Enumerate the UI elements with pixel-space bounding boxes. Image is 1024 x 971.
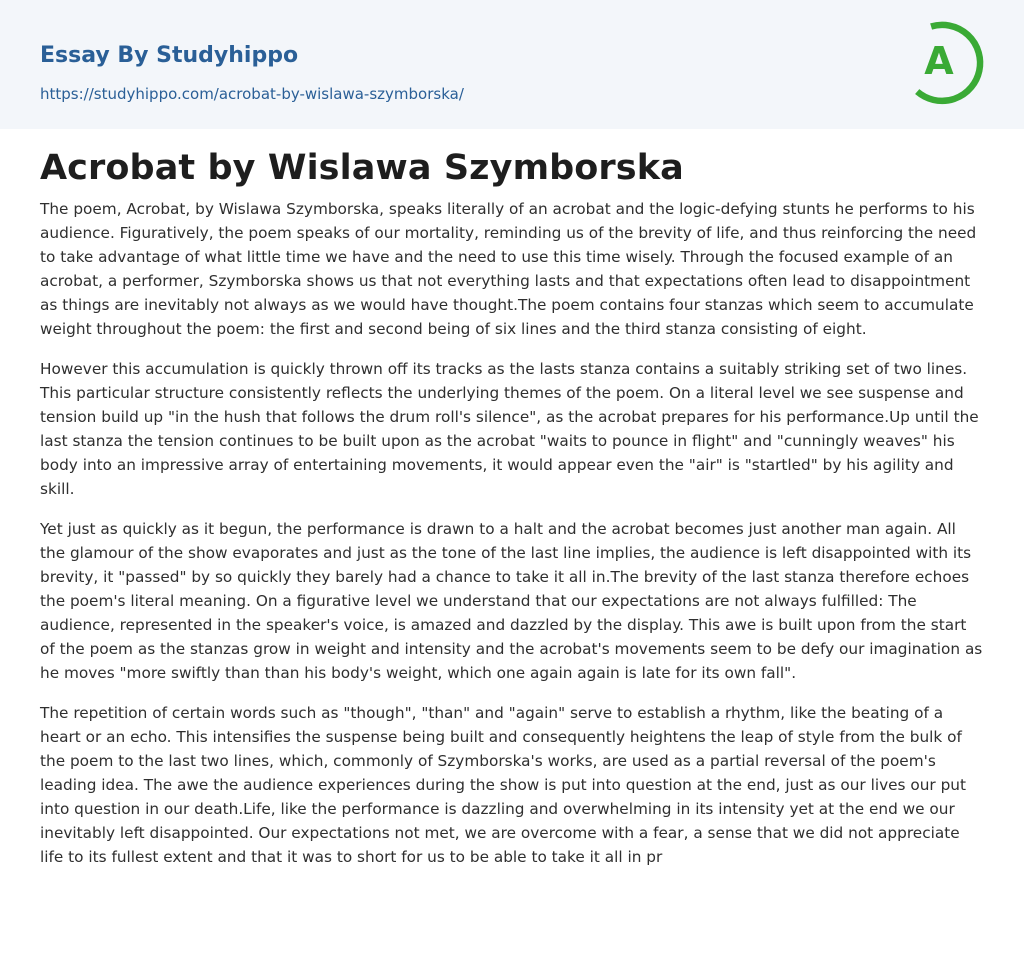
article — [0, 129, 1024, 869]
logo-letter: A — [924, 39, 954, 83]
studyhippo-logo-icon[interactable] — [908, 18, 988, 106]
brand-title[interactable]: Essay By Studyhippo — [40, 43, 299, 68]
article-body — [40, 197, 984, 869]
paragraph: Yet just as quickly as it begun, the performance is drawn to a halt and the acrobat becomes just another man again. All the glamour of the show evaporates and just as the tone of the last line implies, the audience is left disappointed with its brevity, it "passed" by so quickly they barely had a chance to take it all in.The brevity of the last stanza therefore echoes the poem's literal meaning. On a figurative level we understand that our expectations are not always fulfilled: The audience, represented in the speaker's voice, is amazed and dazzled by the display. This awe is built upon from the start of the poem as the stanzas grow in weight and intensity and the acrobat's movements seem to be defy our imagination as he moves "more swiftly than than his body's weight, which one again again is late for its own fall". — [40, 520, 983, 682]
essay-url-link[interactable]: https://studyhippo.com/acrobat-by-wislawa-szymborska/ — [40, 85, 464, 103]
page-title: Acrobat by Wislawa Szymborska — [40, 148, 684, 188]
paragraph: The repetition of certain words such as "though", "than" and "again" serve to establish a rhythm, like the beating of a heart or an echo. This intensifies the suspense being built and consequently heightens the leap of style from the bulk of the poem to the last two lines, which, commonly of Szymborska's works, are used as a partial reversal of the poem's leading idea. The awe the audience experiences during the show is put into question at the end, just as our lives our put into question in our death.Life, like the performance is dazzling and overwhelming in its intensity yet at the end we our inevitably left disappointed. Our expectations not met, we are overcome with a fear, a sense that we did not appreciate life to its fullest extent and that it was to short for us to be able to take it all in pr — [40, 704, 966, 866]
paragraph: However this accumulation is quickly thrown off its tracks as the lasts stanza contains a suitably striking set of two lines. This particular structure consistently reflects the underlying themes of the poem. On a literal level we see suspense and tension build up "in the hush that follows the drum roll's silence", as the acrobat prepares for his performance.Up until the last stanza the tension continues to be built upon as the acrobat "waits to pounce in flight" and "cunningly weaves" his body into an impressive array of entertaining movements, it would appear even the "air" is "startled" by his agility and skill. — [40, 360, 979, 498]
site-header — [0, 0, 1024, 129]
paragraph: The poem, Acrobat, by Wislawa Szymborska, speaks literally of an acrobat and the logic-defying stunts he performs to his audience. Figuratively, the poem speaks of our mortality, reminding us of the brevity of life, and thus reinforcing the need to take advantage of what little time we have and the need to use this time wisely. Through the focused example of an acrobat, a performer, Szymborska shows us that not everything lasts and that expectations often lead to disappointment as things are inevitably not always as we would have thought.The poem contains four stanzas which seem to accumulate weight throughout the poem: the first and second being of six lines and the third stanza consisting of eight. — [40, 200, 977, 338]
